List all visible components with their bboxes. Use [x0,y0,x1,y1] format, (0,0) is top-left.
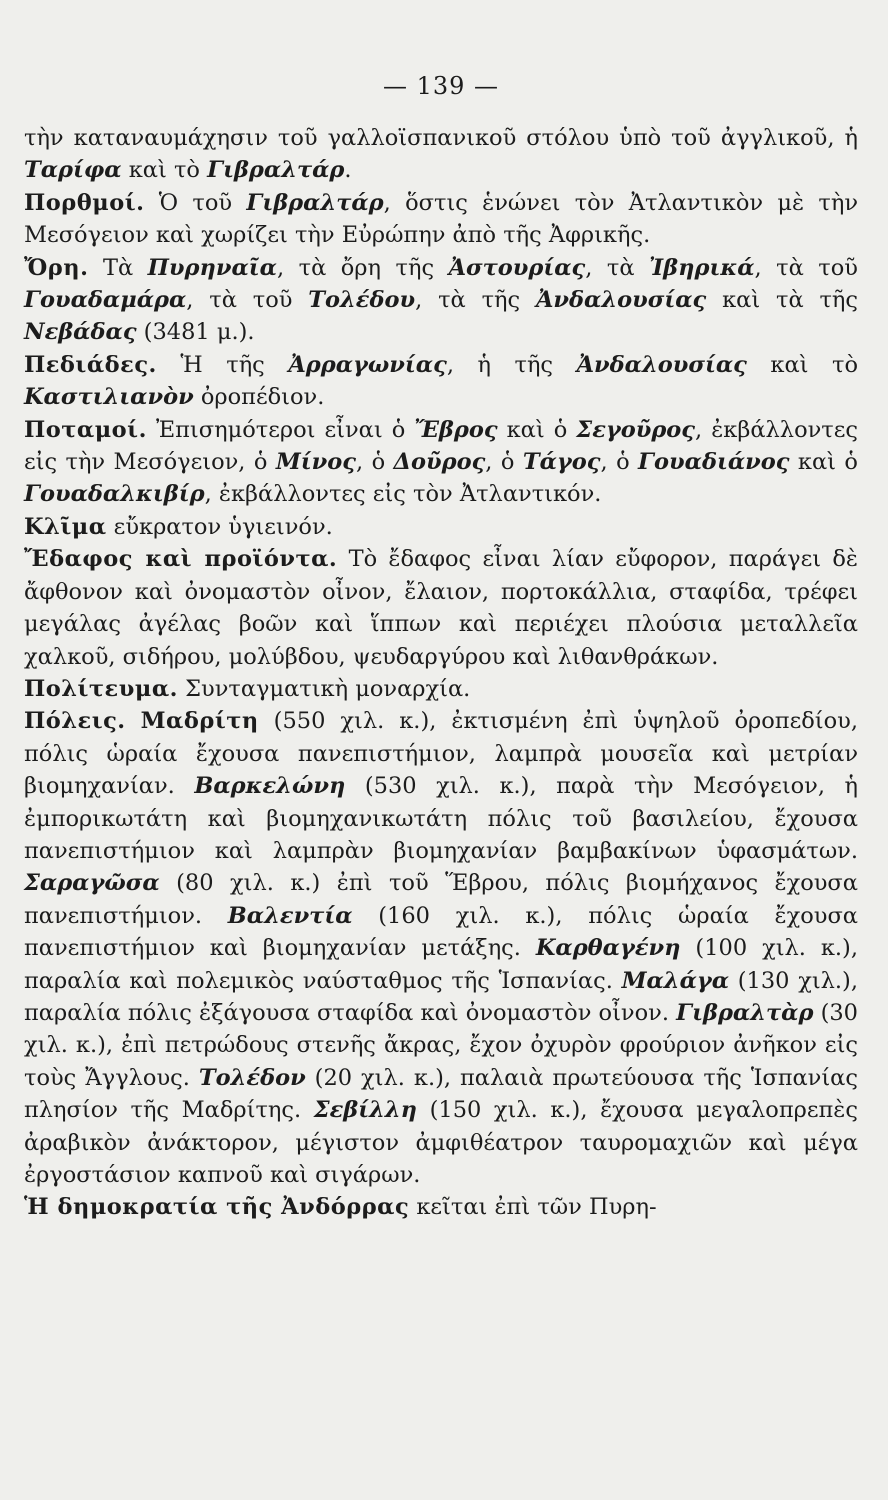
text-run: (530 χιλ. κ.), παρὰ τὴν Μεσόγειον, ἡ ἐμπορικωτάτη καὶ βιομηχανικωτάτη πόλις τοῦ βασιλείου, ἔχουσα πανεπιστήμιον καὶ λαμπρὰν βιομηχανίαν βαμβακίνων ὑφασμάτων. [24,773,858,864]
place-name: Πυρηναῖα [147,254,277,281]
text-run: (160 χιλ. κ.), πόλις ὡραία ἔχουσα πανεπιστήμιον καὶ βιομηχανίαν μετάξης. [24,902,859,962]
page-number: — 139 — [382,72,500,100]
text-run: , ὁ [355,449,394,476]
text-run: , τὰ τοῦ [186,287,309,314]
section-heading: Ποταμοί. [24,416,147,443]
text-run [126,708,141,734]
text-run: , ὁ [600,449,639,476]
place-name: Σεγοῦρος [576,416,696,443]
text-run: , ὅστις ἑνώνει τὸν Ἀτλαντικὸν μὲ τὴν Μεσόγειον καὶ χωρίζει τὴν Εὐρώπην ἀπὸ τῆς Ἀφρικῆς. [24,189,858,249]
section-heading: Ἔδαφος καὶ προϊόντα. [24,546,338,573]
text-run: (130 χιλ.), παραλία πόλις ἐξάγουσα σταφίδα καὶ ὀνομαστὸν οἶνον. [24,967,858,1026]
paragraph [24,543,858,673]
place-name: Γιβραλτὰρ [676,999,814,1026]
text-run: , τὰ [585,254,650,281]
text-run: ὀροπέδιον. [193,384,325,411]
text-run: κεῖται ἐπὶ τῶν Πυρη- [409,1194,657,1221]
place-name: Ἰβηρικά [649,254,755,281]
text-run: , τὰ ὄρη τῆς [276,254,449,281]
text-run: (550 χιλ. κ.), ἐκτισμένη ἐπὶ ὑψηλοῦ ὀροπεδίου, πόλις ὡραία ἔχουσα πανεπιστήμιον, λαμπρὰ μουσεῖα καὶ μετρίαν βιομηχανίαν. [24,708,858,800]
text-run: Ὁ τοῦ [144,189,247,216]
section-heading: Μαδρίτη [140,708,259,735]
text-run: (80 χιλ. κ.) ἐπὶ τοῦ Ἕβρου, πόλις βιομήχανος ἔχουσα πανεπιστήμιον. [24,870,858,929]
place-name: Σεβίλλη [313,1097,418,1124]
place-name: Μαλάγα [621,967,730,994]
place-name: Νεβάδας [24,319,137,346]
section-heading: Ὄρη. [24,254,89,281]
place-name: Γουαδαλκιβίρ [24,481,205,508]
paragraph [24,122,858,187]
paragraph [24,705,858,1191]
section-heading: Ἡ δημοκρατία τῆς Ἀνδόρρας [24,1194,410,1221]
text-run: καὶ τὰ τῆς [706,287,859,314]
text-run: (3481 μ.). [136,319,255,346]
text-run: Ἡ τῆς [156,351,289,378]
paragraph [24,187,858,252]
text-run: καὶ ὁ [789,449,858,476]
place-name: Ἀστουρίας [448,254,586,281]
place-name: Ἀρραγωνίας [288,351,447,378]
place-name: Γιβραλτάρ [246,189,384,216]
place-name: Μίνος [275,449,356,476]
paragraph [24,511,858,543]
text-run: , ἐκβάλλοντες εἰς τὴν Μεσόγειον, ὁ [24,416,858,476]
text-run: . [344,157,352,184]
place-name: Βαρκελώνη [194,773,346,800]
place-name: Γιβραλτάρ [207,157,345,184]
text-run: εὔκρατον ὑγιεινόν. [106,513,333,540]
text-run: , ἡ τῆς [446,351,577,378]
place-name: Σαραγῶσα [24,870,160,897]
paragraph [24,252,858,349]
place-name: Δοῦρος [393,449,486,476]
text-run: καὶ ὁ [497,416,577,443]
paragraph [24,673,858,705]
place-name: Ἀνδαλουσίας [576,351,747,378]
paragraph [24,414,858,511]
text-run: τὴν καταναυμάχησιν τοῦ γαλλοϊσπανικοῦ στόλου ὑπὸ τοῦ ἀγγλικοῦ, ἡ [24,125,858,151]
section-heading: Πεδιάδες. [24,351,157,378]
text-run: (30 χιλ. κ.), ἐπὶ πετρώδους στενῆς ἄκρας, ἔχον ὀχυρὸν φρούριον ἀνῆκον εἰς τοὺς Ἄγγλους. [24,999,858,1091]
text-run: Συνταγματικὴ μοναρχία. [177,675,471,702]
text-run: , ὁ [485,449,523,476]
place-name: Τάγος [522,449,601,476]
text-run: (100 χιλ. κ.), παραλία καὶ πολεμικὸς ναύσταθμος τῆς Ἱσπανίας. [24,935,858,994]
place-name: Καστιλιανὸν [24,384,194,411]
paragraph [24,349,858,414]
section-heading: Πορθμοί. [24,189,145,216]
text-run: , ἐκβάλλοντες εἰς τὸν Ἀτλαντικόν. [204,481,602,508]
body-text [24,122,858,1224]
place-name: Τολέδου [308,287,416,314]
place-name: Βαλεντία [227,902,353,929]
place-name: Ταρίφα [24,157,122,184]
text-run: Τὸ ἔδαφος εἶναι λίαν εὔφορον, παράγει δὲ ἄφθονον καὶ ὀνομαστὸν οἶνον, ἔλαιον, πορτοκάλλια, σταφίδα, τρέφει μεγάλας ἀγέλας βοῶν καὶ ἵππων καὶ περιέχει πλούσια μεταλλεῖα χαλκοῦ, σιδήρου, μολύβδου, ψευδαργύρου καὶ λιθανθράκων. [24,546,858,670]
section-heading: Πόλεις. [24,708,126,735]
text-run: , τὰ τῆς [415,287,536,314]
text-run: Τὰ [88,254,148,281]
text-run: καὶ τὸ [746,351,858,378]
text-run: , τὰ τοῦ [754,254,858,281]
section-heading: Πολίτευμα. [24,675,178,702]
place-name: Γουαδαμάρα [24,287,187,314]
paragraph [24,1191,858,1223]
place-name: Γουαδιάνος [638,449,790,476]
place-name: Καρθαγένη [535,935,681,962]
place-name: Τολέδον [198,1064,306,1091]
place-name: Ἔβρος [414,416,498,443]
place-name: Ἀνδαλουσίας [535,287,707,314]
section-heading: Κλῖμα [24,513,107,540]
text-run: (20 χιλ. κ.), παλαιὰ πρωτεύουσα τῆς Ἱσπανίας πλησίον τῆς Μαδρίτης. [24,1064,858,1124]
text-run: Ἐπισημότεροι εἶναι ὁ [146,416,415,443]
text-run: (150 χιλ. κ.), ἔχουσα μεγαλοπρεπὲς ἀραβικὸν ἀνάκτορον, μέγιστον ἀμφιθέατρον ταυρομαχιῶν καὶ μέγα ἐργοστάσιον καπνοῦ καὶ σιγάρων. [24,1097,858,1188]
text-run: καὶ τὸ [121,157,208,184]
